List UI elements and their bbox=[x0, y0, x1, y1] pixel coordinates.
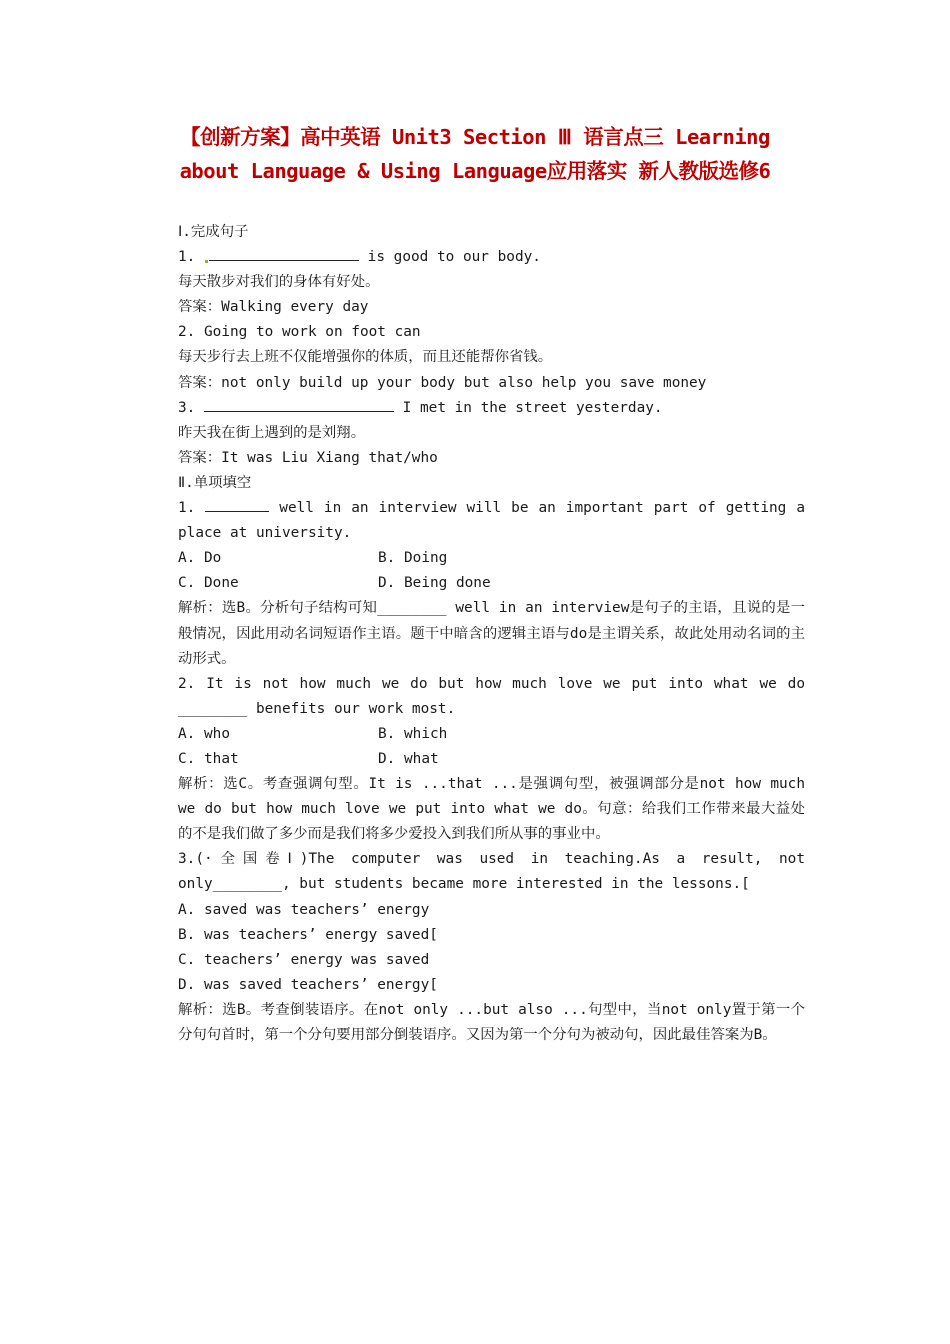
answer-blank bbox=[209, 246, 359, 261]
option: B. which bbox=[378, 725, 448, 742]
s2-q1-analysis: 解析：选B。分析句子结构可知________ well in an interview是句子的主语，且说的是一般情况，因此用动名词短语作主语。题干中暗含的逻辑主语与do是主谓关系，故此处用动名词的主动形式。 bbox=[178, 600, 805, 667]
mark-dot bbox=[205, 260, 208, 263]
s1-q1-cn: 每天散步对我们的身体有好处。 bbox=[178, 274, 380, 291]
s2-q2-analysis: 解析：选C。考查强调句型。It is ...that ...是强调句型，被强调部分是not how much we do but how much love we put into what we do。句意：给我们工作带来最大益处的不是我们做了多少而是我们将多少爱投入到我们所从事的事业中。 bbox=[178, 776, 805, 843]
option: C. that bbox=[178, 750, 239, 767]
s2-q2-options-row1 bbox=[145, 722, 805, 747]
section1-heading: Ⅰ.完成句子 bbox=[178, 224, 249, 240]
s2-q2-options-row2 bbox=[145, 747, 805, 772]
s1-q3-cn: 昨天我在街上遇到的是刘翔。 bbox=[178, 424, 366, 441]
section2-heading: Ⅱ.单项填空 bbox=[178, 474, 252, 491]
s1-q2-cn: 每天步行去上班不仅能增强你的体质，而且还能帮你省钱。 bbox=[178, 349, 553, 366]
s1-q3-answer: 答案：It was Liu Xiang that/who bbox=[178, 449, 438, 466]
option: D. Being done bbox=[378, 575, 491, 592]
option: D. what bbox=[378, 750, 439, 767]
option: C. Done bbox=[178, 575, 239, 592]
s2-q3-option-d: D. was saved teachers’ energy[ bbox=[178, 976, 438, 993]
option: B. Doing bbox=[378, 550, 448, 567]
s2-q3-stem: 3.(·全国卷Ⅰ)The computer was used in teaching.As a result, not only________, but students became more interested in the lessons.[ bbox=[178, 851, 805, 893]
s2-q3-option-a: A. saved was teachers’ energy bbox=[178, 901, 430, 918]
option: A. who bbox=[178, 725, 230, 742]
document-title bbox=[145, 120, 805, 188]
s1-q3: 3. I met in the street yesterday. bbox=[145, 396, 805, 421]
s2-q1-options-row1 bbox=[145, 546, 805, 571]
title-line-2: about Language & Using Language应用落实 新人教版选修6 bbox=[179, 159, 771, 183]
s2-q2-stem: 2. It is not how much we do but how much love we put into what we do ________ benefits our work most. bbox=[178, 675, 805, 717]
s1-q1: 1. is good to our body. bbox=[145, 245, 805, 270]
s1-q1-answer: 答案：Walking every day bbox=[178, 299, 369, 316]
answer-blank bbox=[205, 497, 269, 512]
s2-q1-options-row2 bbox=[145, 571, 805, 596]
s1-q2: 2. Going to work on foot can bbox=[178, 324, 421, 341]
s2-q1-stem: 1. well in an interview will be an important part of getting a place at university. bbox=[145, 496, 805, 546]
s2-q3-option-c: C. teachers’ energy was saved bbox=[178, 951, 430, 968]
s2-q3-analysis: 解析：选B。考查倒装语序。在not only ...but also ...句型中，当not only置于第一个分句句首时，第一个分句要用部分倒装语序。又因为第一个分句为被动句，因此最佳答案为B。 bbox=[178, 1001, 805, 1043]
s1-q2-answer: 答案：not only build up your body but also help you save money bbox=[178, 374, 707, 391]
document-body bbox=[145, 220, 805, 1048]
answer-blank bbox=[204, 397, 394, 412]
s2-q3-option-b: B. was teachers’ energy saved[ bbox=[178, 926, 438, 943]
title-line-1: 【创新方案】高中英语 Unit3 Section Ⅲ 语言点三 Learning bbox=[180, 125, 770, 149]
option: A. Do bbox=[178, 550, 222, 567]
